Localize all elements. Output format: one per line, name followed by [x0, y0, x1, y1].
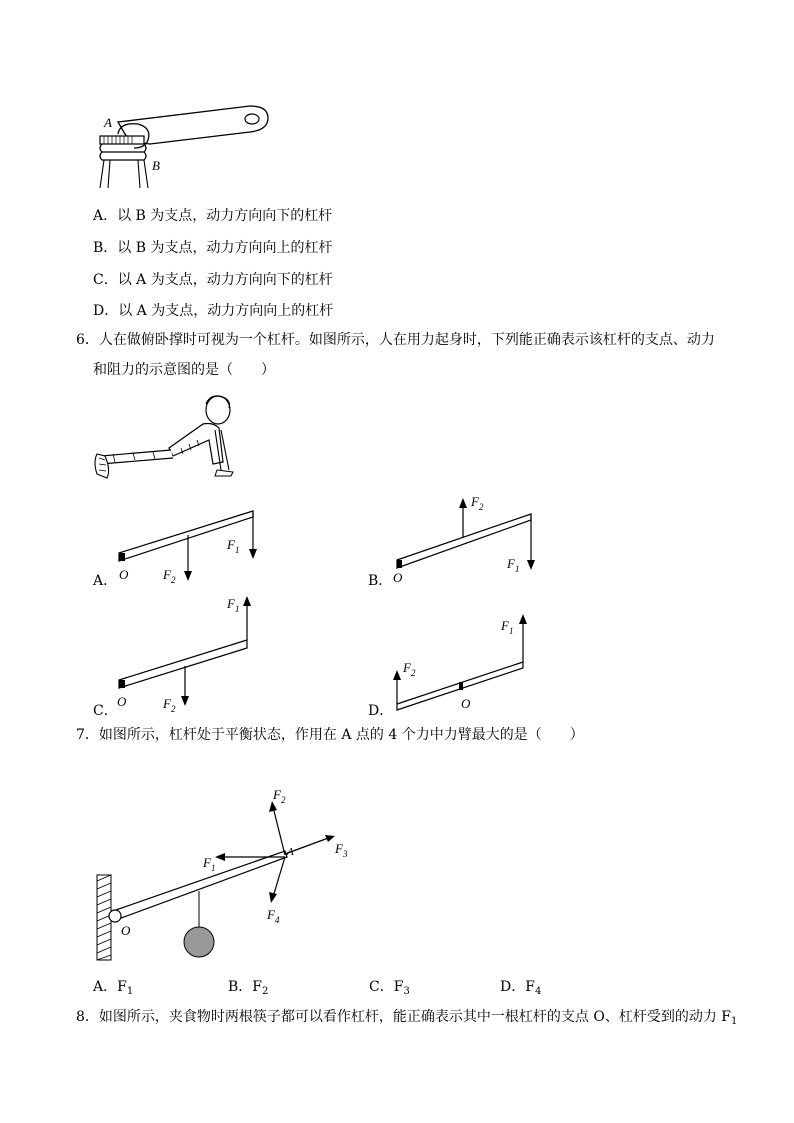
q6b-f2: F	[471, 494, 479, 509]
q6-stem-line1: 6．人在做俯卧撑时可视为一个杠杆。如图所示，人在用力起身时，下列能正确表示该杠杆的支点、动力	[76, 332, 715, 348]
q6-option-a-letter[interactable]: A．	[93, 573, 118, 589]
svg-text:F2	[162, 567, 176, 585]
q6a-f2: F	[163, 567, 171, 582]
svg-text:F1	[202, 855, 215, 873]
svg-text:F3	[334, 841, 348, 859]
q6-stem-line2: 和阻力的示意图的是（ ）	[93, 362, 275, 378]
q6-option-d-letter[interactable]: D．	[368, 703, 394, 719]
q6c-o: O	[117, 694, 127, 709]
fulcrum-mark	[119, 553, 125, 561]
q6-option-b-letter[interactable]: B．	[368, 573, 393, 589]
opener-hole	[245, 114, 259, 124]
q7-f2: F	[273, 787, 281, 802]
q6c-f1: F	[227, 596, 235, 611]
q6a-f1: F	[227, 537, 235, 552]
lever-bar	[119, 511, 253, 561]
svg-text:F2	[402, 660, 416, 678]
q6a-f1-sub: 1	[234, 545, 240, 555]
q7-option-a[interactable]: A．$F_1$	[93, 979, 134, 997]
q6b-o: O	[393, 570, 403, 585]
q6d-f1-sub: 1	[508, 626, 514, 636]
pushup-figure	[93, 392, 243, 487]
q6c-f2-sub: 2	[170, 704, 176, 714]
svg-text:F1	[226, 537, 239, 555]
q6d-f1: F	[501, 618, 509, 633]
q5-figure	[90, 100, 280, 195]
q6c-f1-sub: 1	[234, 604, 240, 614]
q7-figure	[95, 785, 365, 965]
q5-label-a: A	[104, 115, 112, 130]
q8-stem: 8．如图所示，夹食物时两根筷子都可以看作杠杆，能正确表示其中一根杠杆的支点 O、杠杆受到的动力 $F_1$	[76, 1009, 738, 1027]
q7-option-b[interactable]: B．$F_2$	[228, 979, 269, 997]
q5-option-a[interactable]: A．以 B 为支点，动力方向向下的杠杆	[93, 208, 333, 224]
q6-option-a-figure[interactable]	[115, 505, 275, 590]
q7-f4-sub: 4	[274, 915, 280, 925]
q7-stem: 7．如图所示，杠杆处于平衡状态，作用在 A 点的 4 个力中力臂最大的是（ ）	[76, 727, 584, 743]
q7-o: O	[121, 923, 131, 938]
q5-option-c[interactable]: C．以 A 为支点，动力方向向下的杠杆	[93, 272, 333, 288]
q6-option-d-figure[interactable]	[393, 612, 543, 712]
q5-label-b: B	[152, 158, 160, 173]
svg-text:F1	[500, 618, 513, 636]
q7-f2-sub: 2	[280, 795, 286, 805]
q5-option-d[interactable]: D．以 A 为支点，动力方向向上的杠杆	[93, 303, 334, 319]
q7-f3: F	[335, 841, 343, 856]
q6b-f2-sub: 2	[478, 502, 484, 512]
svg-text:F2	[272, 787, 286, 805]
q7-f1: F	[203, 855, 211, 870]
bottle-cap	[100, 136, 144, 144]
person-head	[206, 396, 230, 424]
q5-option-b[interactable]: B．以 B 为支点，动力方向向上的杠杆	[93, 240, 333, 256]
q6d-f2-sub: 2	[410, 668, 416, 678]
svg-text:F1	[506, 556, 519, 574]
q6-option-c-figure[interactable]	[115, 592, 265, 722]
q7-f4: F	[267, 907, 275, 922]
q6-option-b-figure[interactable]	[393, 492, 543, 585]
q6b-f1-sub: 1	[514, 564, 520, 574]
fulcrum-mark	[459, 682, 463, 690]
fulcrum-mark	[397, 560, 402, 568]
q7-f3-sub: 3	[342, 849, 348, 859]
lever-bar	[119, 640, 247, 688]
q6-option-c-letter[interactable]: C．	[93, 703, 118, 719]
q6b-f1: F	[507, 556, 515, 571]
hanging-weight	[184, 927, 214, 957]
q7-lever	[113, 851, 287, 921]
q6a-o: O	[119, 567, 129, 582]
fulcrum-mark	[119, 680, 125, 688]
q6a-f2-sub: 2	[170, 575, 176, 585]
q7-option-c[interactable]: C．$F_3$	[369, 979, 410, 997]
q7-f1-sub: 1	[210, 863, 216, 873]
svg-text:F1	[226, 596, 239, 614]
q7-option-d[interactable]: D．$F_4$	[500, 979, 542, 997]
q6d-f2: F	[403, 660, 411, 675]
svg-text:F2	[162, 696, 176, 714]
pivot-o	[109, 910, 121, 922]
q6d-o: O	[461, 696, 471, 711]
q7-a: A	[287, 846, 294, 858]
q6c-f2: F	[163, 696, 171, 711]
svg-text:F4	[266, 907, 280, 925]
svg-text:F2	[470, 494, 484, 512]
